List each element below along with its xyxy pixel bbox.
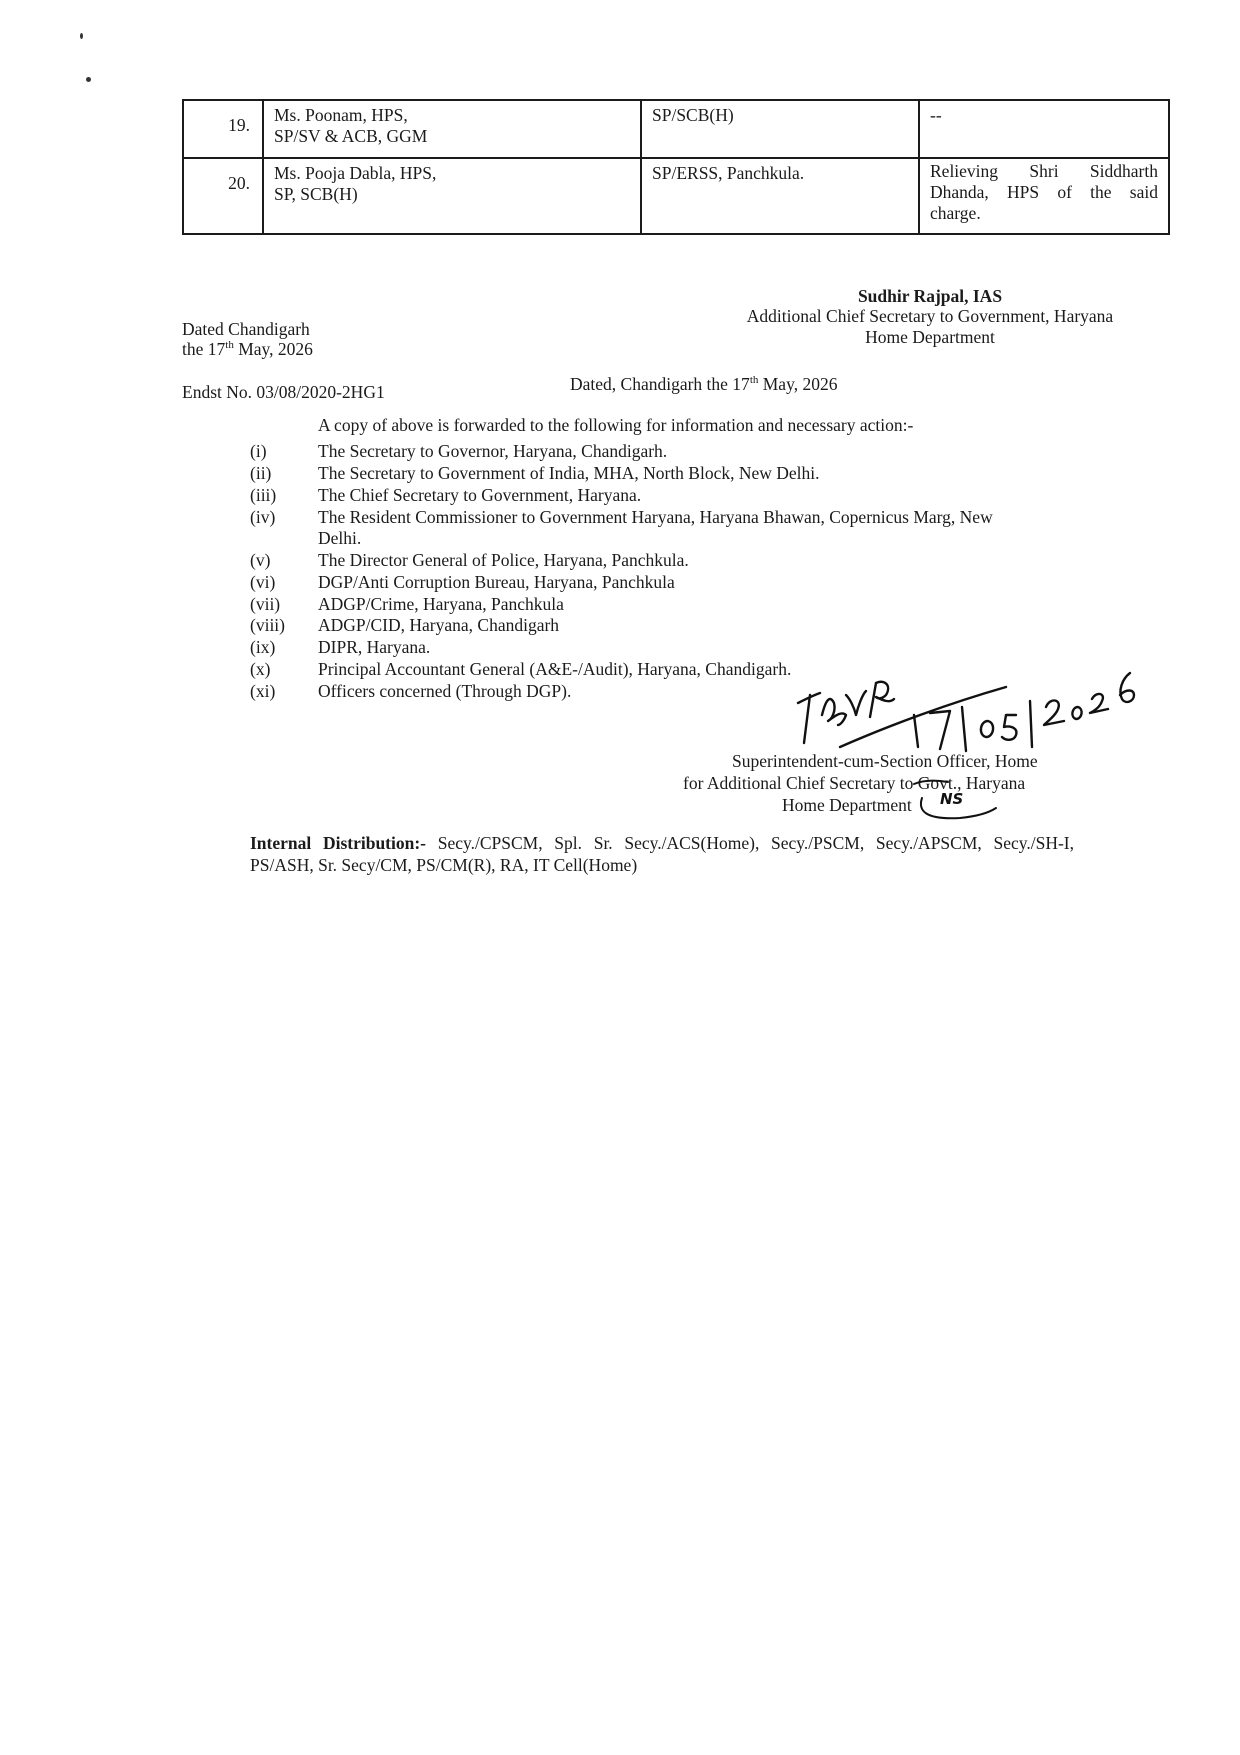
scan-speck bbox=[86, 77, 91, 82]
internal-distribution bbox=[250, 832, 1074, 876]
handwritten-signature bbox=[780, 655, 1160, 755]
initials-text: NS bbox=[940, 790, 964, 808]
signatory-name: Sudhir Rajpal, IAS bbox=[857, 286, 1003, 306]
officer-on-behalf: for Additional Chief Secretary to Govt., Haryana bbox=[683, 773, 1026, 793]
dated-place: Dated Chandigarh bbox=[182, 319, 310, 339]
endorsement-number: Endst No. 03/08/2020-2HG1 bbox=[182, 382, 385, 402]
present-posting: SP/SV & ACB, GGM bbox=[274, 126, 428, 146]
table-row bbox=[183, 158, 1169, 234]
serial-number: 19. bbox=[183, 100, 263, 158]
new-posting: SP/SCB(H) bbox=[641, 100, 919, 158]
new-posting: SP/ERSS, Panchkula. bbox=[641, 158, 919, 234]
posting-table bbox=[182, 99, 1170, 235]
remarks-text: -- bbox=[930, 105, 942, 125]
officer-designation: Superintendent-cum-Section Officer, Home bbox=[732, 751, 1038, 771]
remarks-cell bbox=[919, 158, 1169, 234]
internal-distribution-text: Secy./CPSCM, Spl. Sr. Secy./ACS(Home), Secy./PSCM, Secy./APSCM, Secy./SH-I, PS/ASH, Sr. Secy/CM, PS/CM(R), RA, IT Cell(Home) bbox=[250, 833, 1074, 875]
present-posting: SP, SCB(H) bbox=[274, 184, 358, 204]
internal-distribution-label: Internal Distribution:- bbox=[250, 833, 427, 853]
endorsement-date: Dated, Chandigarh the 17th May, 2026 bbox=[570, 374, 838, 394]
signatory-designation: Additional Chief Secretary to Government, Haryana bbox=[746, 306, 1114, 326]
remarks-cell bbox=[919, 100, 1169, 158]
table-row bbox=[183, 100, 1169, 158]
dated-date: the 17th May, 2026 bbox=[182, 339, 313, 359]
serial-number: 20. bbox=[183, 158, 263, 234]
scan-speck bbox=[80, 33, 83, 39]
initials-mark bbox=[900, 768, 1020, 828]
officer-name-cell bbox=[263, 100, 641, 158]
officer-name-cell bbox=[263, 158, 641, 234]
copy-intro: A copy of above is forwarded to the following for information and necessary action:- bbox=[318, 415, 914, 435]
remarks-text-last-line: charge. bbox=[930, 203, 981, 223]
officer-department: Home Department bbox=[782, 795, 912, 815]
remarks-text: Relieving Shri Siddharth Dhanda, HPS of the said bbox=[930, 161, 1158, 202]
officer-name: Ms. Poonam, HPS, bbox=[274, 105, 408, 125]
signatory-department: Home Department bbox=[865, 327, 995, 347]
officer-name: Ms. Pooja Dabla, HPS, bbox=[274, 163, 437, 183]
